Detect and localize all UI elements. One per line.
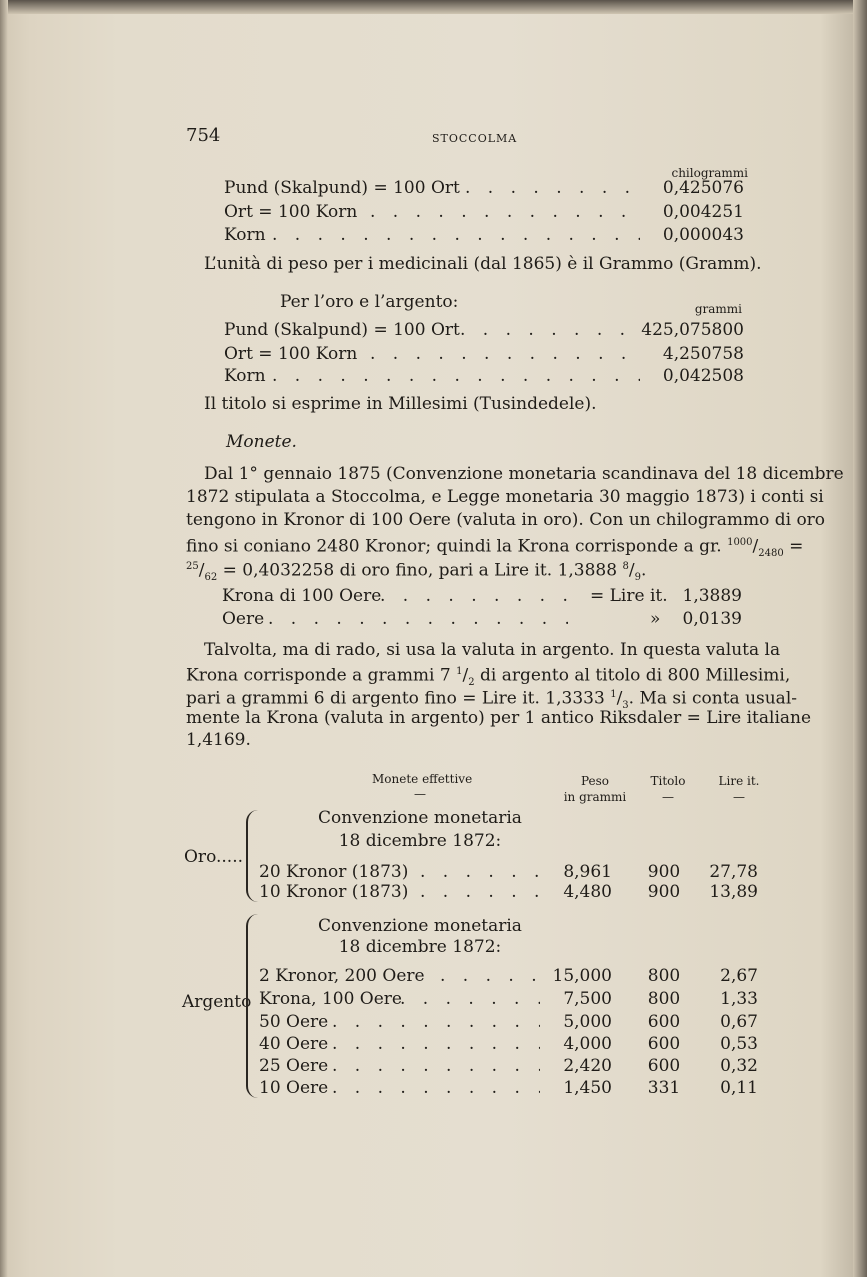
rate-value: 1,3889 bbox=[682, 586, 742, 606]
fraction-numerator: 25 bbox=[186, 561, 199, 572]
coin-lire: 27,78 bbox=[709, 862, 758, 882]
col-header-dash: — bbox=[414, 787, 426, 801]
col-header-dash: — bbox=[662, 790, 674, 804]
rate-value: 0,0139 bbox=[682, 609, 742, 629]
fraction-denominator: 3 bbox=[622, 700, 629, 712]
titolo-note: Il titolo si esprime in Millesimi (Tusindedele). bbox=[204, 394, 597, 414]
fraction-numerator: 1 bbox=[610, 689, 617, 700]
brace-silver bbox=[246, 914, 258, 1098]
coin-titolo: 331 bbox=[647, 1078, 681, 1098]
leader-dots bbox=[272, 225, 640, 245]
para2-line: mente la Krona (valuta in argento) per 1 antico Riksdaler = Lire italiane bbox=[186, 708, 812, 728]
coin-lire: 0,32 bbox=[720, 1056, 758, 1076]
coin-titolo: 600 bbox=[647, 1056, 681, 1076]
coin-titolo: 900 bbox=[647, 882, 681, 902]
para2-line: pari a grammi 6 di argento fino = Lire it. 1,3333 $^1/_3$. Ma si conta usual- bbox=[186, 688, 798, 712]
fraction-denominator: 9 bbox=[634, 572, 641, 584]
para2-line: Krona corrisponde a grammi 7 $^1/_2$ di argento al titolo di 800 Millesimi, bbox=[186, 665, 791, 689]
convention-date: 18 dicembre 1872: bbox=[338, 831, 502, 851]
weight-value: 0,425076 bbox=[662, 178, 744, 198]
para2-text: . Ma si conta usual- bbox=[628, 688, 798, 709]
para1-line: tengono in Kronor di 100 Oere (valuta in oro). Con un chilogrammo di oro bbox=[186, 510, 826, 530]
leader-dots bbox=[272, 366, 640, 386]
page-right-edge bbox=[853, 0, 867, 1277]
para1-line: 1872 stipulata a Stoccolma, e Legge monetaria 30 maggio 1873) i conti si bbox=[186, 487, 824, 507]
para2-text: pari a grammi 6 di argento fino = Lire it. 1,3333 bbox=[186, 688, 605, 709]
leader-dots bbox=[420, 882, 540, 902]
page-number: 754 bbox=[186, 125, 221, 146]
para1-text: fino si coniano 2480 Kronor; quindi la Krona corrisponde a gr. bbox=[186, 536, 722, 557]
coin-name: 10 Oere bbox=[259, 1078, 329, 1098]
group-label-silver: Argento bbox=[182, 992, 252, 1012]
coin-titolo: 800 bbox=[647, 989, 681, 1009]
unit-header-kg: chilogrammi bbox=[671, 166, 748, 180]
para1-line: $^{25}/_{62} = 0,4032258$ di oro fino, pari a Lire it. 1,3888 $^8/_9$. bbox=[186, 560, 647, 584]
col-header-dash: — bbox=[733, 790, 745, 804]
convention-title: Convenzione monetaria bbox=[318, 808, 522, 828]
weight-label: Korn bbox=[224, 225, 266, 245]
unit-header-g: grammi bbox=[694, 302, 742, 316]
running-title: STOCCOLMA bbox=[432, 132, 518, 145]
coin-name: 50 Oere bbox=[259, 1012, 329, 1032]
leader-dots bbox=[268, 609, 568, 629]
coin-peso: 1,450 bbox=[563, 1078, 612, 1098]
weight-label: Korn bbox=[224, 366, 266, 386]
coin-titolo: 600 bbox=[647, 1034, 681, 1054]
coin-name: 10 Kronor (1873) bbox=[259, 882, 409, 902]
leader-dots bbox=[332, 1056, 540, 1076]
col-header-peso: Peso bbox=[580, 774, 610, 788]
coin-titolo: 800 bbox=[647, 966, 681, 986]
rate-label: Krona di 100 Oere bbox=[222, 586, 382, 606]
col-header-monete: Monete effettive bbox=[372, 772, 473, 786]
weight-label: Ort = 100 Korn bbox=[224, 202, 358, 222]
para2-line: Talvolta, ma di rado, si usa la valuta in argento. In questa valuta la bbox=[204, 640, 781, 660]
coin-peso: 7,500 bbox=[563, 989, 612, 1009]
coin-lire: 1,33 bbox=[720, 989, 758, 1009]
weight-label: Ort = 100 Korn bbox=[224, 344, 358, 364]
coin-peso: 4,480 bbox=[563, 882, 612, 902]
coin-name: 40 Oere bbox=[259, 1034, 329, 1054]
page-top-edge bbox=[0, 0, 867, 14]
leader-dots bbox=[440, 966, 540, 986]
coin-name: 20 Kronor (1873) bbox=[259, 862, 409, 882]
coin-lire: 2,67 bbox=[720, 966, 758, 986]
coin-lire: 0,53 bbox=[720, 1034, 758, 1054]
para2-line: 1,4169. bbox=[186, 730, 251, 750]
coin-titolo: 900 bbox=[647, 862, 681, 882]
leader-dots bbox=[332, 1078, 540, 1098]
weight-label: Pund (Skalpund) = 100 Ort bbox=[224, 320, 460, 340]
coin-peso: 2,420 bbox=[563, 1056, 612, 1076]
coin-lire: 0,11 bbox=[720, 1078, 758, 1098]
page-left-edge bbox=[0, 0, 8, 1277]
coin-peso: 5,000 bbox=[563, 1012, 612, 1032]
coin-peso: 4,000 bbox=[563, 1034, 612, 1054]
leader-dots bbox=[465, 178, 640, 198]
col-header-peso-unit: in grammi bbox=[563, 790, 627, 804]
leader-dots bbox=[400, 989, 540, 1009]
weight-value: 0,004251 bbox=[662, 202, 744, 222]
weight-value: 4,250758 bbox=[662, 344, 744, 364]
para2-text: di argento al titolo di 800 Millesimi, bbox=[480, 665, 791, 686]
fraction-denominator: 62 bbox=[204, 572, 218, 584]
gold-silver-intro: Per l’oro e l’argento: bbox=[280, 292, 459, 312]
col-header-lire: Lire it. bbox=[718, 774, 760, 788]
coin-titolo: 600 bbox=[647, 1012, 681, 1032]
weight-value: 0,000043 bbox=[662, 225, 744, 245]
coin-name: 25 Oere bbox=[259, 1056, 329, 1076]
section-heading: Monete. bbox=[226, 432, 297, 452]
fraction-numerator: 1000 bbox=[727, 537, 753, 548]
leader-dots bbox=[370, 344, 640, 364]
leader-dots bbox=[370, 202, 640, 222]
para1-text: . bbox=[640, 560, 647, 581]
leader-dots bbox=[332, 1034, 540, 1054]
coin-lire: 13,89 bbox=[709, 882, 758, 902]
fraction-denominator: 2 bbox=[468, 677, 475, 689]
fraction-denominator: 2480 bbox=[758, 548, 784, 560]
coin-name: 2 Kronor, 200 Oere bbox=[259, 966, 425, 986]
leader-dots bbox=[332, 1012, 540, 1032]
rate-label: Oere bbox=[222, 609, 265, 629]
medicinal-note: L’unità di peso per i medicinali (dal 1865) è il Grammo (Gramm). bbox=[204, 254, 762, 274]
convention-date: 18 dicembre 1872: bbox=[338, 937, 502, 957]
para2-text: Krona corrisponde a grammi 7 bbox=[186, 665, 451, 686]
para1-line: fino si coniano 2480 Kronor; quindi la Krona corrisponde a gr. $^{1000}/_{2480}$ = bbox=[186, 536, 804, 560]
rate-sep: » bbox=[650, 609, 661, 629]
para1-text: = bbox=[789, 536, 804, 557]
leader-dots bbox=[380, 586, 580, 606]
leader-dots bbox=[420, 862, 540, 882]
coin-lire: 0,67 bbox=[720, 1012, 758, 1032]
fraction-numerator: 8 bbox=[622, 561, 629, 572]
fraction-numerator: 1 bbox=[456, 666, 463, 677]
para1-text: = 0,4032258 di oro fino, pari a Lire it. 1,3888 bbox=[222, 560, 618, 581]
col-header-titolo: Titolo bbox=[650, 774, 686, 788]
weight-value: 0,042508 bbox=[662, 366, 744, 386]
weight-value: 425,075800 bbox=[641, 320, 744, 340]
para1-line: Dal 1° gennaio 1875 (Convenzione monetaria scandinava del 18 dicembre bbox=[204, 464, 844, 484]
weight-label: Pund (Skalpund) = 100 Ort bbox=[224, 178, 460, 198]
coin-peso: 15,000 bbox=[552, 966, 612, 986]
group-label-gold: Oro..... bbox=[184, 847, 244, 867]
brace-gold bbox=[246, 810, 258, 902]
coin-peso: 8,961 bbox=[563, 862, 612, 882]
leader-dots bbox=[460, 320, 635, 340]
coin-name: Krona, 100 Oere bbox=[259, 989, 402, 1009]
rate-sep: = Lire it. bbox=[590, 586, 668, 606]
convention-title: Convenzione monetaria bbox=[318, 916, 522, 936]
